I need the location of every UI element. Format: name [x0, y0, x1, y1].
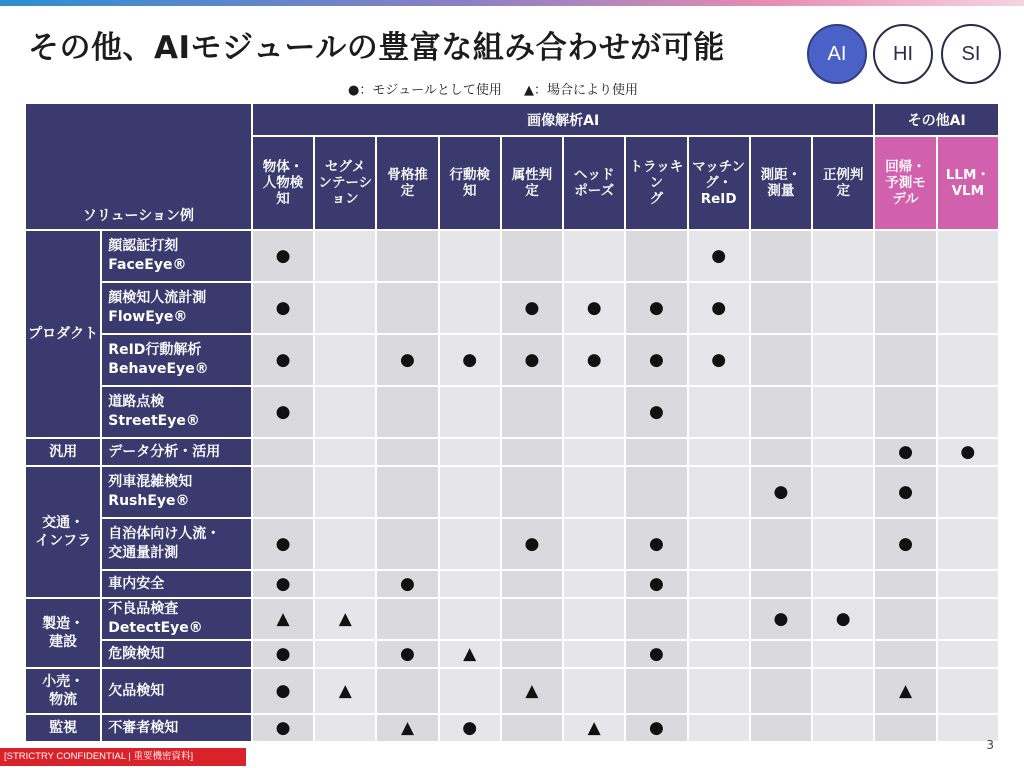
- solution-name: データ分析・活用: [102, 439, 253, 467]
- matrix-cell: [440, 439, 502, 467]
- matrix-cell: [564, 439, 626, 467]
- matrix-cell: [564, 571, 626, 599]
- matrix-cell: [440, 231, 502, 283]
- matrix-cell: [938, 387, 1000, 439]
- column-header: 回帰・ 予測モ デル: [875, 137, 937, 231]
- matrix-cell: [315, 439, 377, 467]
- matrix-cell: [626, 467, 688, 519]
- matrix-cell: [440, 669, 502, 715]
- matrix-cell: ●: [377, 335, 439, 387]
- corner-label: ソリューション例: [26, 104, 253, 231]
- matrix-cell: [751, 571, 813, 599]
- table-row: [26, 439, 1000, 467]
- matrix-cell: ●: [875, 467, 937, 519]
- column-header: LLM・ VLM: [938, 137, 1000, 231]
- matrix-cell: ●: [626, 641, 688, 669]
- badge-ai: AI: [807, 24, 867, 84]
- legend: [348, 79, 656, 98]
- matrix-cell: ▲: [440, 641, 502, 669]
- matrix-cell: [938, 641, 1000, 669]
- matrix-cell: [751, 641, 813, 669]
- matrix-cell: ●: [626, 283, 688, 335]
- matrix-cell: [689, 669, 751, 715]
- matrix-cell: [502, 715, 564, 743]
- matrix-cell: ●: [253, 669, 315, 715]
- table-row: [26, 283, 1000, 335]
- matrix-cell: [315, 571, 377, 599]
- matrix-cell: [875, 283, 937, 335]
- matrix-cell: ●: [689, 335, 751, 387]
- matrix-cell: ●: [253, 641, 315, 669]
- column-header: 属性判 定: [502, 137, 564, 231]
- confidential-footer: [STRICTRY CONFIDENTIAL | 重要機密資料]: [0, 748, 246, 766]
- solution-name: 道路点検 StreetEye®: [102, 387, 253, 439]
- matrix-cell: ●: [253, 231, 315, 283]
- column-header: マッチン グ・ ReID: [689, 137, 751, 231]
- matrix-cell: [875, 335, 937, 387]
- matrix-cell: [938, 283, 1000, 335]
- matrix-cell: [626, 231, 688, 283]
- category-label: プロダクト: [26, 231, 102, 439]
- matrix-cell: [751, 669, 813, 715]
- matrix-cell: [875, 641, 937, 669]
- matrix-cell: [377, 231, 439, 283]
- column-header: ヘッド ポーズ: [564, 137, 626, 231]
- matrix-cell: ●: [626, 519, 688, 571]
- matrix-cell: ●: [813, 599, 875, 641]
- matrix-cell: ●: [689, 231, 751, 283]
- matrix-cell: ●: [626, 387, 688, 439]
- matrix-cell: ▲: [253, 599, 315, 641]
- table-row: [26, 669, 1000, 715]
- matrix-cell: [564, 519, 626, 571]
- matrix-cell: [626, 439, 688, 467]
- matrix-cell: [689, 571, 751, 599]
- matrix-cell: [751, 335, 813, 387]
- table-row: [26, 641, 1000, 669]
- matrix-cell: [751, 387, 813, 439]
- matrix-cell: ●: [377, 641, 439, 669]
- matrix-cell: [875, 387, 937, 439]
- matrix-cell: [440, 467, 502, 519]
- matrix-cell: ●: [502, 335, 564, 387]
- category-label: 監視: [26, 715, 102, 743]
- badge-hi: HI: [873, 24, 933, 84]
- matrix-cell: ●: [502, 283, 564, 335]
- matrix-cell: [875, 715, 937, 743]
- solution-name: 車内安全: [102, 571, 253, 599]
- matrix-cell: ●: [875, 439, 937, 467]
- matrix-cell: [938, 669, 1000, 715]
- matrix-cell: [689, 519, 751, 571]
- matrix-cell: [315, 519, 377, 571]
- matrix-cell: [689, 439, 751, 467]
- matrix-cell: [813, 439, 875, 467]
- matrix-cell: [813, 715, 875, 743]
- matrix-cell: ●: [253, 335, 315, 387]
- matrix-cell: [377, 467, 439, 519]
- table-row: [26, 599, 1000, 641]
- matrix-cell: [813, 519, 875, 571]
- legend-triangle: ▲：場合により使用: [523, 83, 638, 98]
- matrix-cell: [875, 599, 937, 641]
- matrix-cell: [938, 231, 1000, 283]
- matrix-cell: [938, 599, 1000, 641]
- matrix-cell: [564, 231, 626, 283]
- table-row: [26, 571, 1000, 599]
- category-label: 交通・ インフラ: [26, 467, 102, 599]
- matrix-cell: [751, 439, 813, 467]
- matrix-cell: [502, 231, 564, 283]
- column-header: 物体・ 人物検 知: [253, 137, 315, 231]
- matrix-cell: [440, 571, 502, 599]
- matrix-cell: [564, 467, 626, 519]
- matrix-cell: ●: [440, 715, 502, 743]
- page-title: その他、AIモジュールの豊富な組み合わせが可能: [28, 30, 725, 66]
- matrix-cell: [315, 467, 377, 519]
- solution-name: 列車混雑検知 RushEye®: [102, 467, 253, 519]
- matrix-cell: [813, 641, 875, 669]
- table-row: [26, 387, 1000, 439]
- matrix-cell: ●: [751, 599, 813, 641]
- matrix-cell: [315, 335, 377, 387]
- column-header: 正例判 定: [813, 137, 875, 231]
- matrix-cell: [564, 669, 626, 715]
- matrix-cell: [689, 467, 751, 519]
- matrix-cell: [626, 599, 688, 641]
- solution-name: 欠品検知: [102, 669, 253, 715]
- matrix-cell: [813, 283, 875, 335]
- matrix-cell: ▲: [564, 715, 626, 743]
- matrix-cell: [564, 599, 626, 641]
- matrix-cell: [377, 387, 439, 439]
- matrix-cell: [315, 641, 377, 669]
- matrix-cell: [502, 641, 564, 669]
- module-matrix-table: [26, 104, 1000, 743]
- matrix-cell: [315, 283, 377, 335]
- matrix-cell: [502, 571, 564, 599]
- matrix-cell: [377, 519, 439, 571]
- matrix-cell: [440, 387, 502, 439]
- matrix-cell: [813, 231, 875, 283]
- matrix-cell: ▲: [502, 669, 564, 715]
- matrix-cell: [315, 231, 377, 283]
- table-row: [26, 467, 1000, 519]
- matrix-cell: ●: [253, 571, 315, 599]
- matrix-cell: ●: [875, 519, 937, 571]
- matrix-cell: [813, 387, 875, 439]
- matrix-cell: [813, 669, 875, 715]
- category-label: 汎用: [26, 439, 102, 467]
- matrix-cell: [938, 571, 1000, 599]
- category-badges: [807, 24, 1007, 88]
- matrix-cell: [564, 641, 626, 669]
- matrix-cell: [938, 335, 1000, 387]
- matrix-cell: [626, 669, 688, 715]
- solution-name: 自治体向け人流・ 交通量計測: [102, 519, 253, 571]
- page-number: 3: [986, 738, 994, 752]
- column-header: 測距・ 測量: [751, 137, 813, 231]
- matrix-cell: ●: [564, 283, 626, 335]
- matrix-cell: ●: [253, 715, 315, 743]
- matrix-cell: [253, 439, 315, 467]
- solution-name: 不審者検知: [102, 715, 253, 743]
- column-header: 骨格推 定: [377, 137, 439, 231]
- matrix-cell: ▲: [875, 669, 937, 715]
- badge-si: SI: [941, 24, 1001, 84]
- matrix-cell: [377, 439, 439, 467]
- matrix-cell: [253, 467, 315, 519]
- matrix-cell: ●: [440, 335, 502, 387]
- matrix-cell: [689, 599, 751, 641]
- matrix-cell: ●: [564, 335, 626, 387]
- matrix-cell: [689, 715, 751, 743]
- solution-name: 顔認証打刻 FaceEye®: [102, 231, 253, 283]
- matrix-cell: [938, 467, 1000, 519]
- matrix-cell: [502, 439, 564, 467]
- column-header: 行動検 知: [440, 137, 502, 231]
- matrix-cell: [938, 519, 1000, 571]
- matrix-cell: [813, 571, 875, 599]
- matrix-cell: [751, 231, 813, 283]
- matrix-cell: [689, 641, 751, 669]
- matrix-cell: ●: [626, 571, 688, 599]
- matrix-cell: ●: [751, 467, 813, 519]
- matrix-cell: [502, 467, 564, 519]
- matrix-cell: ●: [377, 571, 439, 599]
- solution-name: ReID行動解析 BehaveEye®: [102, 335, 253, 387]
- matrix-cell: ▲: [315, 669, 377, 715]
- matrix-cell: [377, 669, 439, 715]
- matrix-cell: ●: [626, 335, 688, 387]
- matrix-cell: [813, 335, 875, 387]
- matrix-cell: [440, 283, 502, 335]
- matrix-cell: [751, 283, 813, 335]
- matrix-cell: [502, 599, 564, 641]
- matrix-cell: [751, 715, 813, 743]
- matrix-cell: [440, 599, 502, 641]
- matrix-cell: [502, 387, 564, 439]
- group-other-ai: その他AI: [875, 104, 1000, 137]
- matrix-cell: ▲: [315, 599, 377, 641]
- matrix-cell: ●: [253, 283, 315, 335]
- column-header: トラッキン グ: [626, 137, 688, 231]
- matrix-cell: [377, 599, 439, 641]
- matrix-cell: [751, 519, 813, 571]
- matrix-cell: [875, 571, 937, 599]
- matrix-cell: ▲: [377, 715, 439, 743]
- matrix-cell: [315, 387, 377, 439]
- table-row: [26, 335, 1000, 387]
- top-accent-bar: [0, 0, 1024, 6]
- matrix-cell: ●: [689, 283, 751, 335]
- table-row: [26, 231, 1000, 283]
- matrix-cell: [440, 519, 502, 571]
- column-header: セグメ ンテーシ ョン: [315, 137, 377, 231]
- solution-name: 顔検知人流計測 FlowEye®: [102, 283, 253, 335]
- matrix-cell: [875, 231, 937, 283]
- matrix-cell: ●: [253, 387, 315, 439]
- matrix-cell: ●: [253, 519, 315, 571]
- table-row: [26, 715, 1000, 743]
- category-label: 小売・ 物流: [26, 669, 102, 715]
- matrix-cell: ●: [502, 519, 564, 571]
- table-row: [26, 519, 1000, 571]
- solution-name: 不良品検査 DetectEye®: [102, 599, 253, 641]
- matrix-cell: ●: [938, 439, 1000, 467]
- matrix-cell: [689, 387, 751, 439]
- group-image-analysis: 画像解析AI: [253, 104, 875, 137]
- matrix-cell: [564, 387, 626, 439]
- legend-circle: ●：モジュールとして使用: [348, 83, 502, 98]
- category-label: 製造・ 建設: [26, 599, 102, 669]
- matrix-cell: ●: [626, 715, 688, 743]
- matrix-cell: [377, 283, 439, 335]
- matrix-cell: [813, 467, 875, 519]
- matrix-cell: [315, 715, 377, 743]
- solution-name: 危険検知: [102, 641, 253, 669]
